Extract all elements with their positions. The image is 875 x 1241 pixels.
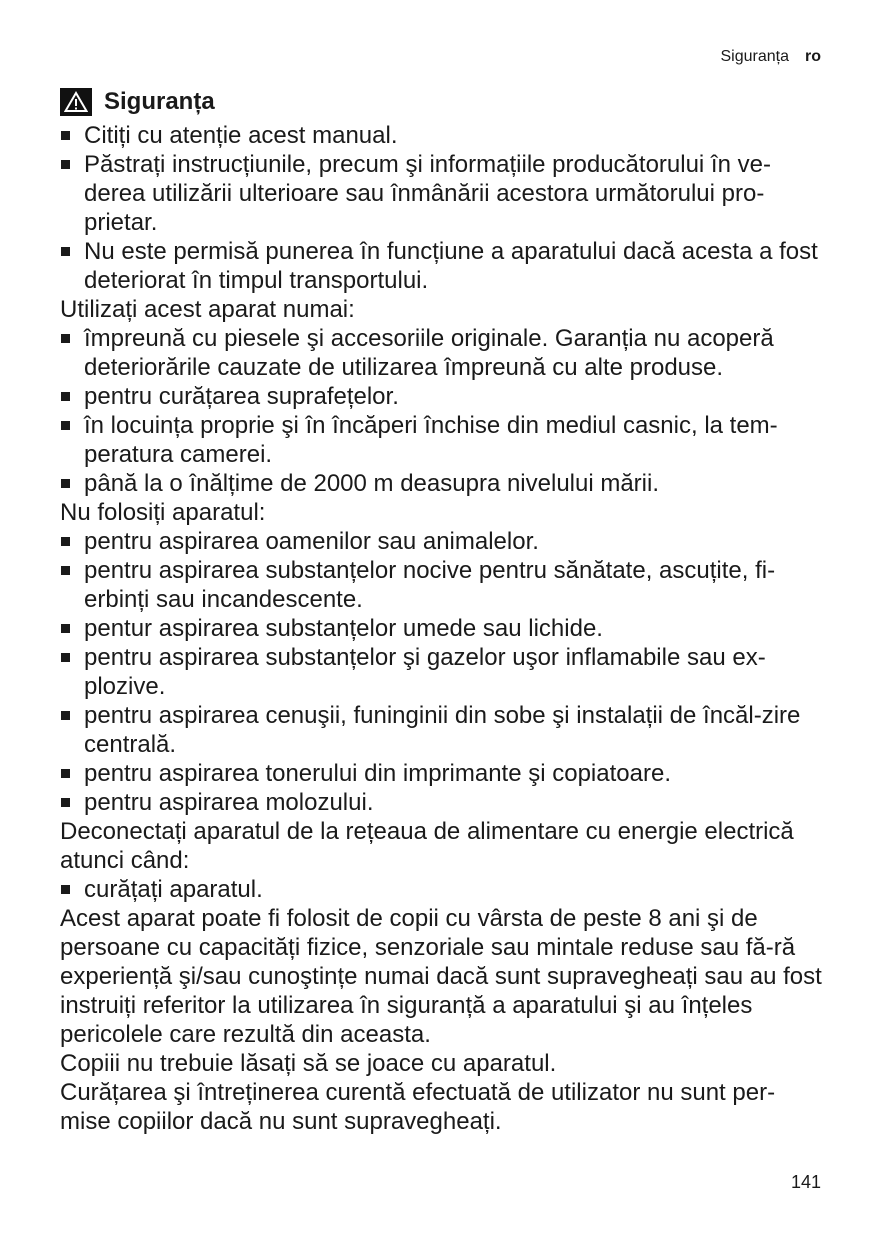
list-item: împreună cu piesele şi accesoriile originale. Garanția nu acoperă deteriorările cauzate de utilizarea împreună cu alte produse.	[60, 324, 824, 382]
do-not-use-list	[60, 527, 824, 817]
list-item: Citiți cu atenție acest manual.	[60, 121, 824, 150]
cleaning-paragraph: Curățarea şi întreținerea curentă efectuată de utilizator nu sunt per-mise copiilor dacă nu sunt supravegheați.	[60, 1079, 776, 1135]
section-heading	[60, 86, 824, 118]
disconnect-list	[60, 875, 824, 904]
list-item: în locuința proprie şi în încăperi închise din mediul casnic, la tem-peratura camerei.	[60, 411, 824, 469]
page-content	[60, 86, 824, 1136]
list-item: pentru aspirarea substanțelor şi gazelor uşor inflamabile sau ex-plozive.	[60, 643, 824, 701]
list-item: Nu este permisă punerea în funcțiune a aparatului dacă acesta a fost deteriorat în timpul transportului.	[60, 237, 824, 295]
list-item: Păstrați instrucțiunile, precum şi informațiile producătorului în ve-derea utilizării ulterioare sau înmânării acestora următorului pro-prietar.	[60, 150, 824, 237]
list-item: pentru aspirarea tonerului din imprimante şi copiatoare.	[60, 759, 824, 788]
do-not-use-heading: Nu folosiți aparatul:	[60, 499, 266, 526]
list-item: pentru aspirarea cenuşii, funinginii din sobe şi instalații de încăl-zire centrală.	[60, 701, 824, 759]
use-only-heading: Utilizați acest aparat numai:	[60, 296, 355, 323]
list-item: pentru aspirarea oamenilor sau animalelor.	[60, 527, 824, 556]
running-header	[721, 48, 822, 66]
warning-triangle-icon	[60, 88, 92, 116]
list-item: pentru curățarea suprafețelor.	[60, 382, 824, 411]
children-play-paragraph: Copiii nu trebuie lăsați să se joace cu aparatul.	[60, 1050, 557, 1077]
list-item: pentru aspirarea substanțelor nocive pentru sănătate, ascuțite, fi-erbinți sau incandescente.	[60, 556, 824, 614]
use-only-list	[60, 324, 824, 498]
intro-list	[60, 121, 824, 295]
list-item: curățați aparatul.	[60, 875, 824, 904]
running-header-section: Siguranța	[720, 48, 789, 65]
page-number: 141	[790, 1172, 821, 1192]
running-header-language: ro	[805, 48, 821, 65]
list-item: pentur aspirarea substanțelor umede sau lichide.	[60, 614, 824, 643]
list-item: până la o înălțime de 2000 m deasupra nivelului mării.	[60, 469, 824, 498]
children-paragraph: Acest aparat poate fi folosit de copii cu vârsta de peste 8 ani şi de persoane cu capacități fizice, senzoriale sau mintale reduse sau fă-ră experiență şi/sau cunoştințe numai dacă sunt supravegheați sau au fost instruiți referitor la utilizarea în siguranță a aparatului şi au înțeles pericolele care rezultă din aceasta.	[60, 905, 822, 1048]
page-title: Siguranța	[104, 88, 215, 115]
disconnect-heading: Deconectați aparatul de la rețeaua de alimentare cu energie electrică atunci când:	[60, 818, 794, 874]
list-item: pentru aspirarea molozului.	[60, 788, 824, 817]
